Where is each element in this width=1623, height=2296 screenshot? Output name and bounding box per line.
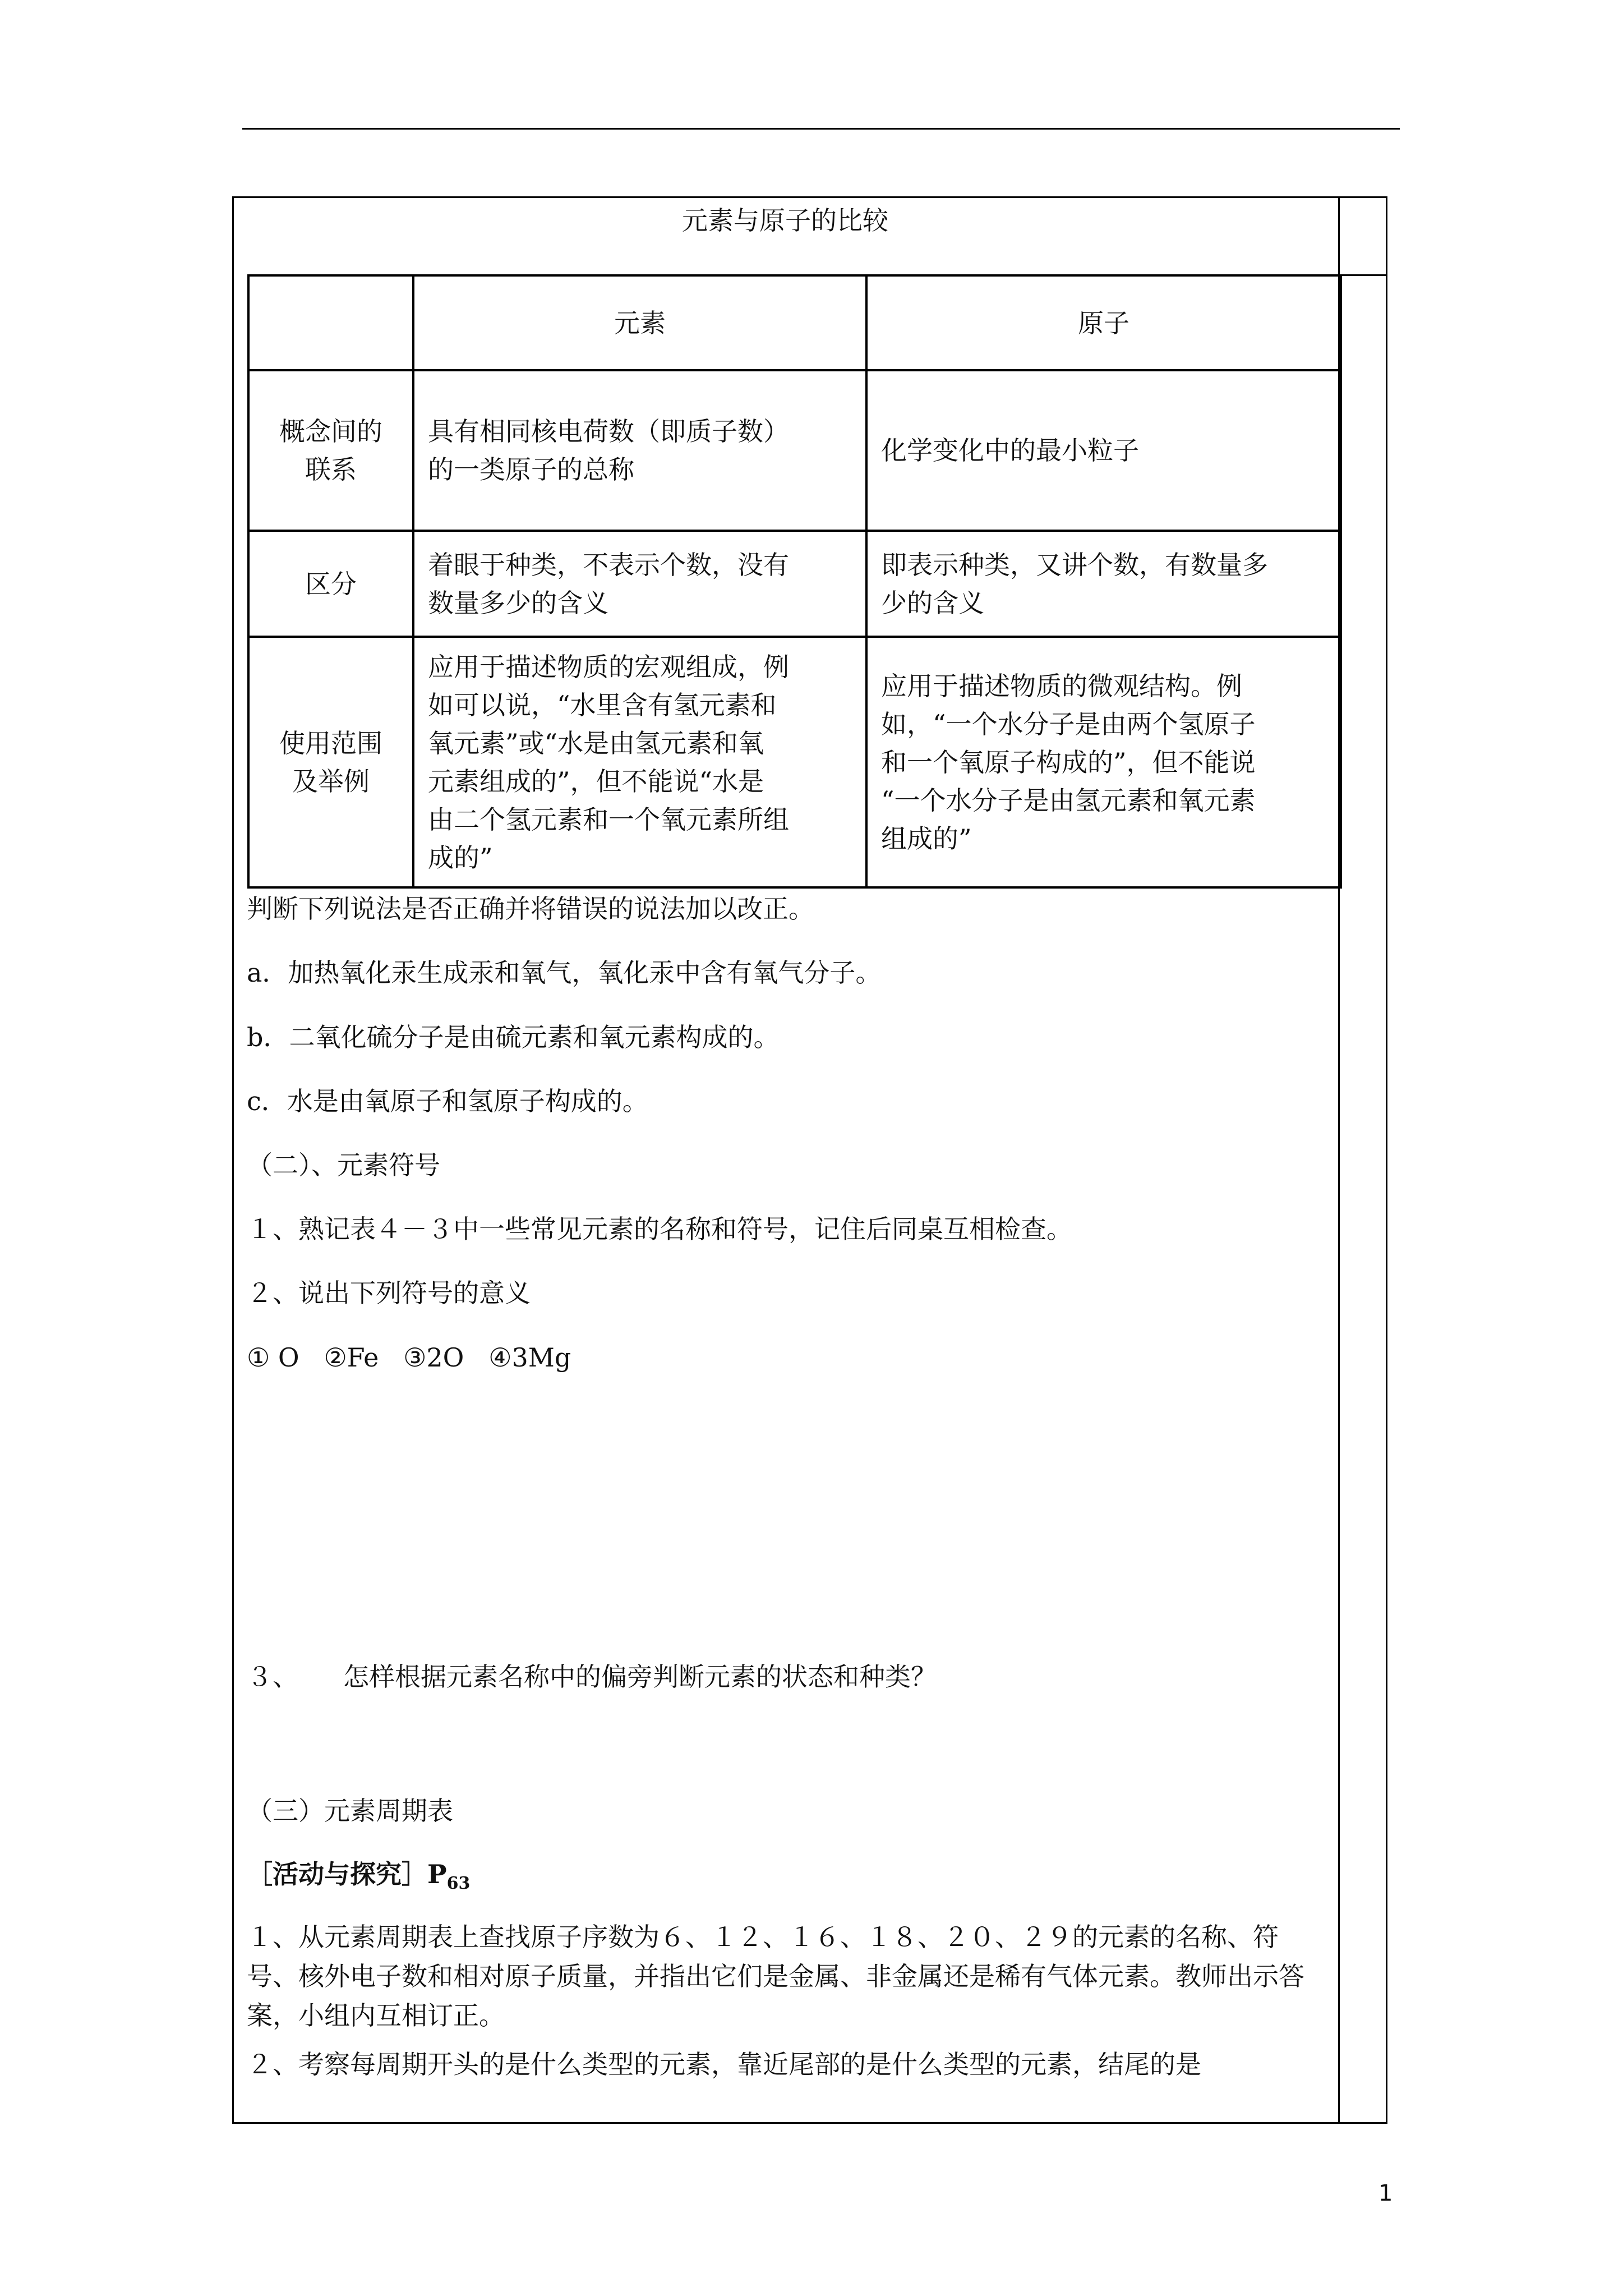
section3-heading: （三）元素周期表 (247, 1796, 453, 1826)
judge-item-c: c．水是由氧原子和氢原子构成的。 (247, 1086, 648, 1116)
notes-column-top-line (1338, 274, 1387, 276)
section2-item1: １、熟记表４－３中一些常见元素的名称和符号，记住后同桌互相检查。 (247, 1214, 1072, 1244)
section2-item2: ２、说出下列符号的意义 (247, 1278, 531, 1308)
section2-item3-number: ３、 (247, 1662, 298, 1692)
symbol-list: ① O ②Fe ③2O ④3Mg (247, 1342, 571, 1373)
comparison-table (247, 274, 1342, 889)
section2-item3-text: 怎样根据元素名称中的偏旁判断元素的状态和种类？ (343, 1662, 937, 1692)
header-rule (242, 128, 1400, 130)
section3-item2: ２、考察每周期开头的是什么类型的元素，靠近尾部的是什么类型的元素，结尾的是 (247, 2049, 1201, 2079)
table-row (248, 531, 1341, 637)
judge-item-a: a．加热氧化汞生成汞和氧气，氧化汞中含有氧气分子。 (247, 958, 882, 988)
cell-element-usage: 应用于描述物质的宏观组成，例 如可以说，“水里含有氢元素和 氧元素”或“水是由氢元素和氧 元素组成的”，但不能说“水是 由二个氢元素和一个氧元素所组 成的” (413, 637, 866, 887)
judge-prompt: 判断下列说法是否正确并将错误的说法加以改正。 (247, 894, 814, 924)
activity-label: ［活动与探究］P (247, 1859, 447, 1889)
section2-heading: （二）、元素符号 (247, 1150, 440, 1180)
section3-item1: １、从元素周期表上查找原子序数为６、１２、１６、１８、２０、２９的元素的名称、符号、核外电子数和相对原子质量，并指出它们是金属、非金属还是稀有气体元素。教师出示答案，小组内互相订正。 (247, 1922, 1304, 2031)
row-label-usage: 使用范围 及举例 (248, 637, 413, 887)
cell-atom-difference: 即表示种类，又讲个数，有数量多 少的含义 (866, 531, 1341, 637)
table-row (248, 637, 1341, 887)
header-atom: 原子 (866, 275, 1341, 370)
table-row (248, 370, 1341, 531)
cell-element-relation: 具有相同核电荷数（即质子数） 的一类原子的总称 (413, 370, 866, 531)
page-number: 1 (1378, 2180, 1393, 2206)
row-label-relation: 概念间的 联系 (248, 370, 413, 531)
cell-atom-usage: 应用于描述物质的微观结构。例 如，“一个水分子是由两个氢原子 和一个氧原子构成的”，但不能说 “一个水分子是由氢元素和氧元素 组成的” (866, 637, 1341, 887)
cell-element-difference: 着眼于种类，不表示个数，没有 数量多少的含义 (413, 531, 866, 637)
header-empty-cell (248, 275, 413, 370)
table-header-row (248, 275, 1341, 370)
header-element: 元素 (413, 275, 866, 370)
activity-heading (247, 1855, 470, 1903)
activity-page: 63 (446, 1874, 471, 1893)
comparison-title: 元素与原子的比较 (682, 205, 888, 236)
judge-item-b: b．二氧化硫分子是由硫元素和氧元素构成的。 (247, 1022, 780, 1052)
row-label-difference: 区分 (248, 531, 413, 637)
cell-atom-relation: 化学变化中的最小粒子 (866, 370, 1341, 531)
